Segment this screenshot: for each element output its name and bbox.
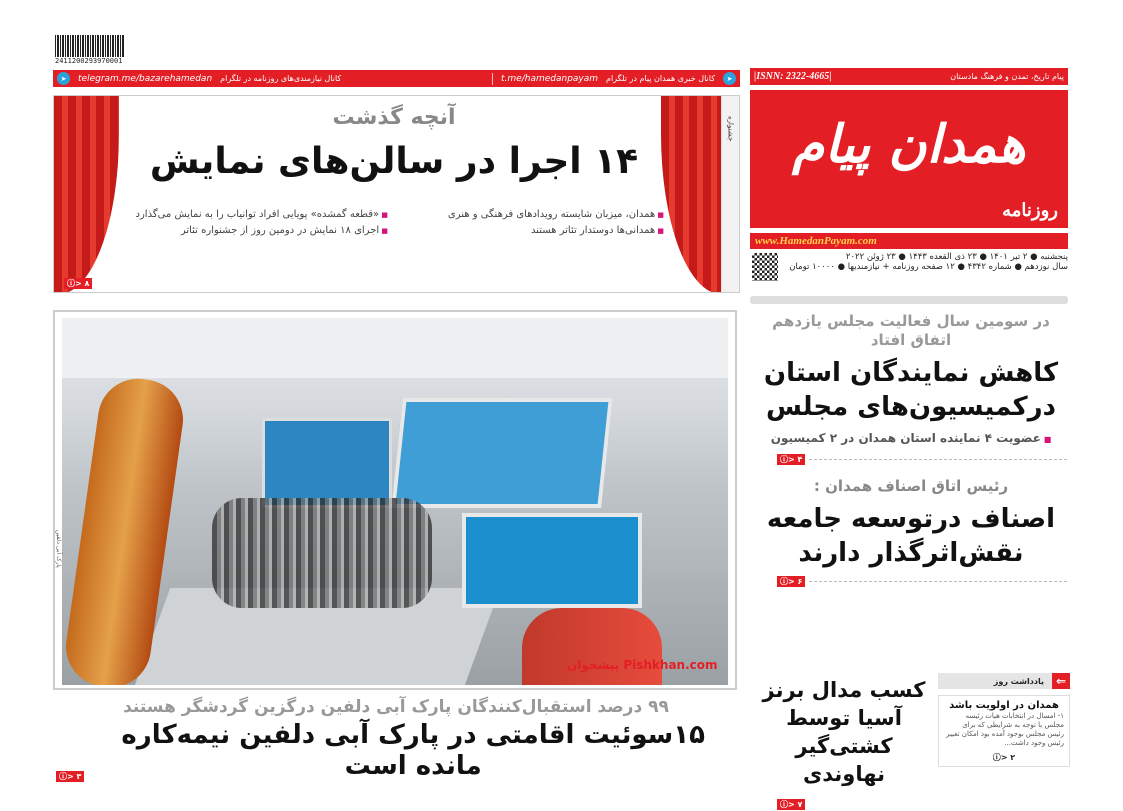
story-2[interactable]: [755, 477, 1067, 570]
story-kicker: رئیس اتاق اصناف همدان :: [813, 477, 1009, 495]
divider: [750, 296, 1068, 304]
logo-main: همدان پیام: [792, 114, 1026, 175]
photo-captions: [56, 696, 736, 782]
divider: [492, 73, 493, 85]
editorial-box: [938, 673, 1070, 767]
festival-box: [53, 95, 740, 293]
page-ref[interactable]: ۴ <ⓘ: [777, 454, 805, 465]
editorial-text: ۱- امسال در انتخابات هیات رئیسه مجلس با توجه به شرایطی که برای رئیس مجلس بوجود آمده بود امکان تغییر رئیس وجود داشت...: [946, 712, 1064, 747]
right-stories: [755, 312, 1067, 587]
page-ref[interactable]: ۷ <ⓘ: [777, 799, 805, 810]
festival-bullet: ■ اجرای ۱۸ نمایش در دومین روز از جشنواره تئاتر: [124, 224, 388, 238]
ads-channel-link[interactable]: telegram.me/bazarehamedan: [78, 73, 213, 84]
page-ref[interactable]: ۲ <ⓘ: [992, 753, 1016, 762]
editorial-card[interactable]: [938, 695, 1070, 767]
story-kicker: در سومین سال فعالیت مجلس یازدهم اتفاق افتاد: [772, 312, 1050, 349]
festival-side-label: جشنواره: [721, 96, 739, 293]
pool: [462, 513, 642, 608]
news-channel-label: کانال خبری همدان پیام در تلگرام: [606, 74, 715, 83]
page-ref[interactable]: ۳ <ⓘ: [56, 771, 84, 782]
date-box: [783, 252, 1068, 272]
story-3-headline: کسب مدال برنز آسیا توسط کشتی‌گیر نهاوندی: [762, 678, 926, 786]
story-3[interactable]: [755, 676, 933, 811]
page-ref[interactable]: ۶ <ⓘ: [777, 576, 805, 587]
arrow-left-icon: ⇐: [1052, 673, 1070, 689]
festival-bullets: [124, 208, 664, 238]
barcode: [55, 35, 125, 57]
festival-kicker: آنچه گذشت: [332, 105, 456, 130]
curtain-right: [661, 96, 721, 293]
telegram-icon: ➤: [723, 72, 736, 85]
photo-story-kicker: ۹۹ درصد استقبال‌کنندگان پارک آبی دلفین درگزین گردشگر هستند: [123, 697, 669, 717]
festival-bullet: ■ همدانی‌ها دوستدار تئاتر هستند: [400, 224, 664, 238]
story-footer: [755, 454, 1067, 465]
story-headline: کاهش نمایندگان استان درکمیسیون‌های مجلس: [763, 358, 1059, 422]
tagline: پیام تاریخ، تمدن و فرهنگ مادستان: [950, 72, 1064, 81]
curtain-left: [54, 96, 119, 293]
barcode-number: 2411200293970001: [55, 57, 123, 65]
festival-bullet: ■ «قطعه گمشده» پویایی افراد توانیاب را به نمایش می‌گذارد: [124, 208, 388, 222]
editorial-section: یادداشت روز: [993, 676, 1044, 686]
watermark: پیشخوان Pishkhan.com: [567, 658, 718, 672]
ads-channel-label: کانال نیازمندی‌های روزنامه در تلگرام: [220, 74, 342, 83]
crowd: [212, 498, 432, 608]
page-ref[interactable]: ۸ <ⓘ: [64, 278, 92, 289]
story-subhead: ■ عضویت ۴ نماینده استان همدان در ۲ کمیسیون: [755, 430, 1067, 448]
story-headline: اصناف درتوسعه جامعه نقش‌اثرگذار دارند: [766, 504, 1056, 568]
water-park-photo[interactable]: [62, 318, 728, 685]
issue-line: سال نوزدهم ● شماره ۴۳۴۲ ● ۱۲ صفحه روزنامه + نیازمندیها ● ۱۰۰۰۰ تومان: [789, 262, 1068, 272]
newspaper-logo: [750, 90, 1068, 228]
red-slide: [522, 608, 662, 685]
telegram-bar: [53, 70, 740, 87]
masthead-top-strip: [750, 68, 1068, 85]
story-1[interactable]: [755, 312, 1067, 448]
photo-credit: پارک آبی دلفین: [55, 530, 62, 568]
logo-sub: روزنامه: [1002, 200, 1058, 221]
story-footer: [755, 576, 1067, 587]
photo-story-headline[interactable]: ۱۵سوئیت اقامتی در پارک آبی دلفین نیمه‌کاره مانده است: [121, 720, 705, 781]
telegram-icon: ➤: [57, 72, 70, 85]
pool: [262, 418, 392, 508]
divider: [809, 459, 1067, 460]
news-channel-link[interactable]: t.me/hamedanpayam: [501, 73, 599, 84]
festival-bullet: ■ همدان، میزبان شایسته رویدادهای فرهنگی و هنری: [400, 208, 664, 222]
date-line: پنجشنبه ● ۲ تیر ۱۴۰۱ ● ۲۳ ذی القعده ۱۴۴۳ ● ۲۳ ژوئن ۲۰۲۲: [845, 252, 1068, 262]
editorial-title: همدان در اولویت باشد: [949, 700, 1059, 711]
website-url[interactable]: www.HamedanPayam.com: [750, 233, 1068, 249]
pool: [391, 398, 613, 508]
issn: |ISNN: 2322-4665|: [754, 71, 832, 82]
festival-title[interactable]: ۱۴ اجرا در سالن‌های نمایش: [149, 141, 639, 182]
ceiling: [62, 318, 728, 378]
qr-code: [752, 253, 778, 281]
divider: [809, 581, 1067, 582]
